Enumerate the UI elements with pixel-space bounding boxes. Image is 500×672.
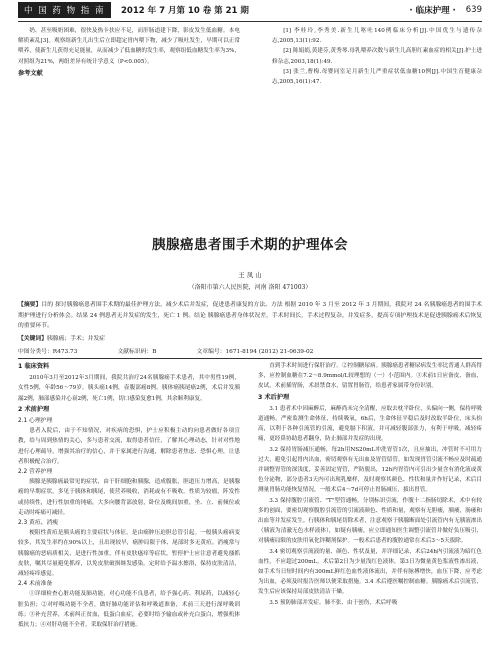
abstract-text: 目的 探讨胰腺癌患者围手术期的最佳护理方法，减少术后并发症，促进患者康复的方法。方法 根据 2010 年 3 月至 2012 年 3 月期间，我院对 24 名胰腺癌患者的围手术期护理进行分析体会。结果 24 例患者无并发症的发生，死亡 1 例。结论 胰腺癌患者身体状况差，手术时间长，手术过程复杂，并发症多，提高专项护理技术是促进胰腺癌术后恢复的重要环节。 — [18, 302, 482, 329]
prev-article-text: 奶、甚至吸奶困难，很快及热卡扶应不足，而肝肠道建下降，影皮发生低血糖。本电解质紊乱[3]。观察组新生儿出生后立即超定胃内喂下物，减少了吸吐发生，早期可以正常喂养，使新生儿获得充足能量，从而减少了低血糖的发生率，观察组低血糖发生率为3%，对照组为21%，两组差异有统计学意义（P<0.005）。 — [18, 28, 240, 65]
body-paragraph: 3.4 密切观察引流液的量、颜色、性状及量，并详细记录，术后24h内引流液为暗红色血性，不应超过200mL，术后第2日为少量浅红色液体，第3日为微量黄色浆液性渗出液，如手术当日短时间内有300mL鲜红色血性液体流出，并伴有脉搏增快，血压下降，应考虑为出血，必须及时报告医师以便采取措施。3.4 术后遵医嘱控制血糖。胰腺癌术后引流管，发生后应该保持局部皮肤清洁干燥。 — [258, 548, 482, 596]
issue-info: 2012 年 7 月第 10 卷 第 21 期 — [121, 6, 249, 16]
section-heading: 2.2 营养护理 — [18, 469, 53, 476]
document-code: 文献标识码：B — [117, 349, 157, 355]
section-heading: 2.3 黄疸、消瘦 — [18, 520, 59, 527]
body-paragraph: 2010年3月至2012年3月期间，我院共治疗24名胰腺癌手术患者，其中男性19例，女性5例，年龄56～79岁。胰头癌14例，壶腹部癌8例，胰体癌胰尾癌2例，术后并发胰漏2例，肺部感染并心衰2例，死亡1例，切口感染复愈1例，其余顺利康复。 — [18, 375, 240, 402]
body-paragraph: 3.1 患者术中因麻醉后，麻醉尚未完全清醒，应取去枕平卧位，头偏向一侧，保持呼吸道通畅，严密监测生命体征，持续吸氧，6h后，生命体征平稳后及时改取半卧位，床头抬高，以利于各种引流管的引流，避免膈下积液，并可减轻腹部张力，有利于呼吸，减轻疼痛，更经鼻协助患者翻身，防止肺部并发症的出现。 — [258, 405, 482, 443]
references-heading: 参考文献 — [18, 69, 43, 77]
section-name: · 临床护理 · — [409, 6, 456, 16]
article-affiliation: （洛阳市第六人民医院，河南 洛阳 471003） — [188, 284, 312, 291]
body-paragraph: 3.3 保持腹腔引流管、"T"型管通畅。分别标识引流，作腹十二指肠切除术，术中有较多的创面，要密切观察腹腔引流管的引流液颜色、性质和量，观察有无胆瘘，胰瘘，肠瘘和出血等并发症发生。行胰体和胰尾切除术者，注意观察于胰腺断面处引流管内有无胰液渗出（胰液为清澈无色水样液体），如疑有胰瘘，应立即通知医生调整引流管并做好负压吸引，对胰瘘局限的皮肤用氧化锌糊剂保护。一般术后患者的腹腔通常在术后3～5天拔除。 — [258, 497, 482, 545]
body-right-column — [258, 361, 482, 608]
reference-item: [2] 陈娟娟,黄建芬,黄秀琴.母乳喂养次数与新生儿高胆红素血症的相关[J].护士进修杂志,2003,18(1):49. — [272, 48, 482, 65]
section-heading: 2 术前护理 — [18, 405, 50, 413]
prev-article-left — [18, 26, 240, 79]
reference-item: [3] 张兰,曹梅.母婴同室足月新生儿严重症状低血糖10例[J].中国生育健康杂志,2005,16(1):47. — [272, 68, 482, 86]
keywords-label: 【关键词】 — [18, 336, 47, 342]
body-paragraph: 3.2 保持胃肠减压通畅，每2h用NS20mL冲洗胃管1次，且应抽出，冲管时不可用力过大，避免引起胃内出血，密切观察有无出血及胃管留管，如发现胃管引流不畅应及时疏通并调整胃管的深浅度，妥善固定胃管，严防脱出，12h内胃管内可引出少量含有消化液或黄色分泌物，部分患者3天内可出现乳糜样，及时观察其颜色、性状和量并作好记录，术后目测量胃肠功能恢复情况，一般术后4～7d可停止胃肠减压，拔出胃管。 — [258, 446, 482, 494]
article-number: 文章编号：1671-8194 (2012) 21-0639-02 — [196, 349, 314, 355]
body-paragraph: 直到手术时间进行保肝治疗。②控制糖尿病。胰腺癌患者糖尿病发生率比普通人群高得多，应控制血糖在7.2～8.9mmol/L较理想的（一）小范围内。③术前1日应备皮、备血，皮试，术前插胃肠，术晨禁食水，留置胃肠管，给患者家属带身份识别。 — [258, 363, 482, 390]
header-rule — [18, 21, 482, 22]
body-paragraph: 梗阻性黄疸是胰头癌的主要症状与体征，是由癌肿压迫胆总管引起。一般胰头癌病变较多，其发生率约在90%以上，且出现较早，癌肿局限于体、尾部时多无黄疸。消瘦常与胰腺癌的恶病质相关，是进行性加重，伴有皮肤瘙痒等症状。暂停护士应注意者避免搔抓皮肤，嘱其尽量避免抓痒，以免皮肤破损继发感染。定时给予温水擦浴，保持皮肤清洁，减轻疼痒感觉。 — [18, 530, 240, 578]
section-heading: 2.4 术前准备 — [18, 581, 53, 588]
section-heading: 3 术后护理 — [258, 393, 290, 401]
running-header — [0, 0, 500, 20]
body-paragraph: 胰腺是胰腺癌最常见的症状，由于肝细胞和胰腺，造成腹胀，胆道压力增高，是胰腺癌的早期症状，多见于胰体和胰尾，使营养吸收，消耗或有不吸收。性质为较瘤，阵发性或持续性，进行性加重的钝痛，大多向腰背部放射，卧位及晚间加重，坐、立、前倾位或走动时疼痛可减轻。 — [18, 479, 240, 516]
clc-number: 中图分类号：R473.73 — [18, 349, 78, 355]
article-metadata — [18, 346, 482, 355]
section-heading: 1 临床资料 — [18, 363, 50, 370]
reference-item: [1] 李桂玲,李秀美.新生儿呕吐140例临床分析[J].中国优生与遗传杂志,2005,13(1):92. — [272, 28, 482, 45]
abstract-label: 【摘要】 — [18, 302, 42, 308]
keywords — [18, 333, 482, 342]
body-left-column — [18, 361, 240, 630]
abstract-rule — [18, 358, 482, 359]
journal-name: 中 国 药 物 指 南 — [18, 2, 111, 18]
keywords-text: 胰腺癌；手术；并发症 — [47, 336, 105, 342]
section-heading: 2.1 心理护理 — [18, 418, 53, 425]
abstract — [18, 300, 482, 332]
body-paragraph: ①详细检查心脏功能及肺功能，对心功能不良患者，给予强心药、利尿药，以减轻心脏负担；②对呼吸功能不全者，做好肺功能评估和呼吸道准备，术前三天进行深呼吸训练；③补充营养，术前纠正贫血，低蛋白血症，必要时给予输血或补充白蛋白，增强机体抵抗力；④对肝功能不全者，采取保肝治疗措施。 — [18, 591, 240, 629]
prev-article-references — [258, 26, 482, 87]
page-number: 639 — [465, 5, 482, 15]
body-paragraph: 患者入院后，由于不知情况，对疾病的恐惧，护士应积极主动的向患者做好各项宣教，给与周到热情的关心，多与患者交流，取得患者信任，了解其心理动态，针对对性地进行心理疏导，增强其治疗的信心，并于家属进行沟通，解除患者焦虑、恐惧心理，让患者积极配合治疗。 — [18, 428, 240, 465]
body-paragraph: 3.5 预防肺部并发症。肺不张、由于创伤，术后呼吸 — [269, 599, 398, 606]
article-title: 胰腺癌患者围手术期的护理体会 — [152, 237, 348, 253]
article-author: 王 凤 山 — [238, 271, 262, 279]
